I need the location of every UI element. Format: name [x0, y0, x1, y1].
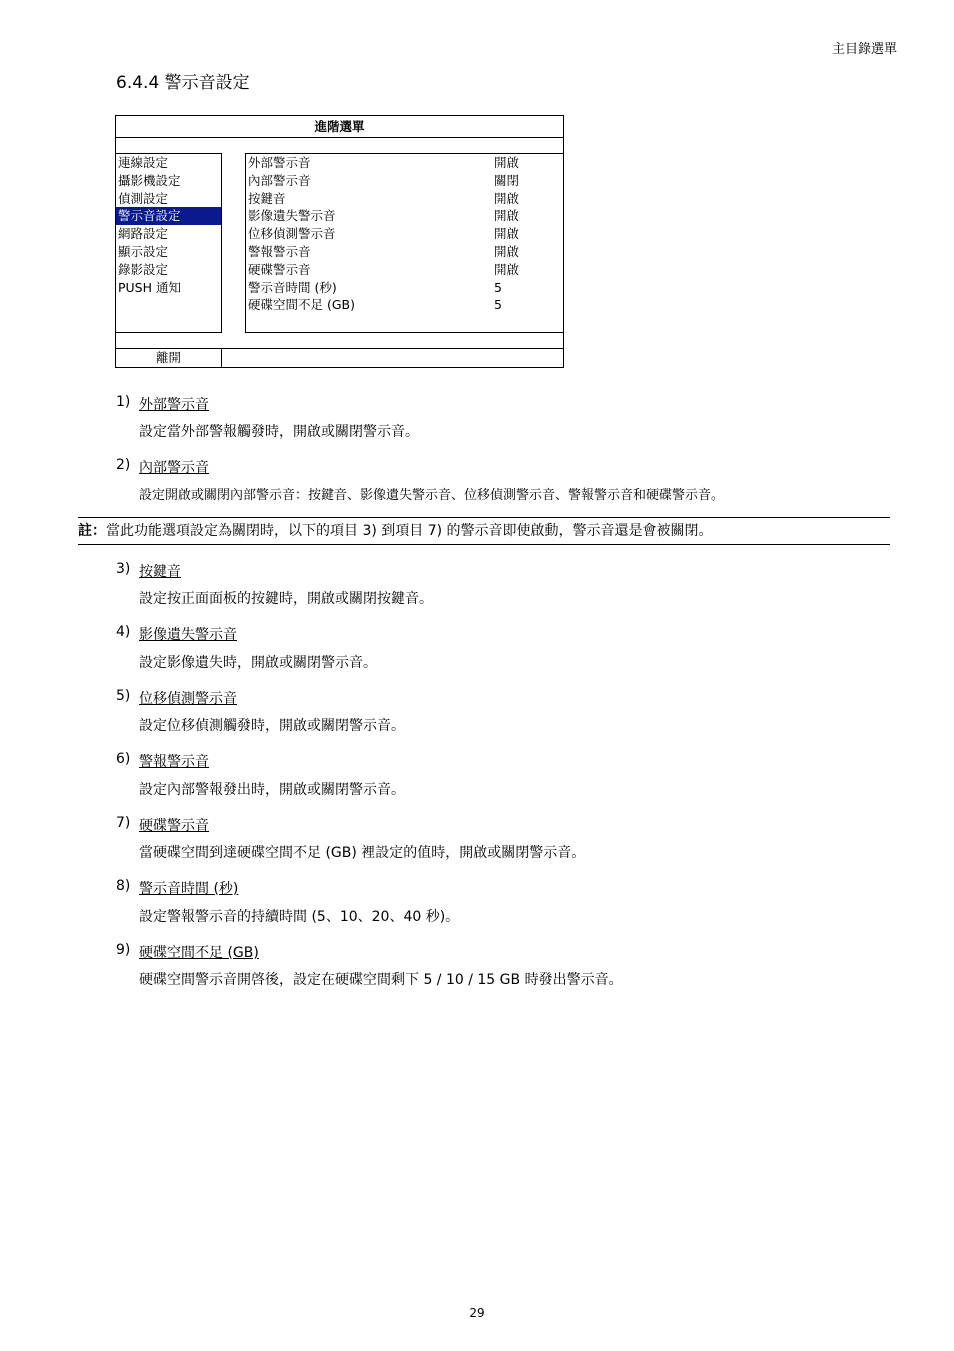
item-title: 外部警示音	[139, 397, 209, 413]
setting-label: 外部警示音	[248, 155, 311, 170]
setting-value: 開啟	[494, 190, 520, 206]
item-description: 硬碟空間警示音開啓後，設定在硬碟空間剩下 5 / 10 / 15 GB 時發出警示音。	[139, 972, 623, 988]
setting-label: 按鍵音	[248, 190, 286, 206]
item-number: 7)	[116, 815, 131, 831]
item-description: 設定開啟或關閉內部警示音：按鍵音、影像遺失警示音、位移偵測警示音、警報警示音和硬碟警示音。	[139, 488, 725, 503]
item-description: 設定當外部警報觸發時，開啟或關閉警示音。	[139, 424, 419, 440]
item-title: 警報警示音	[139, 754, 209, 770]
menu-setting-row[interactable]	[246, 172, 563, 190]
item-title: 影像遺失警示音	[139, 627, 237, 643]
menu-setting-row[interactable]	[246, 190, 563, 208]
item-title: 硬碟空間不足 (GB)	[139, 945, 259, 961]
menu-left-item[interactable]: 錄影設定	[118, 261, 169, 277]
setting-label: 警示音時間 (秒)	[248, 279, 337, 295]
setting-value: 開啟	[494, 261, 520, 277]
page-number: 29	[469, 1306, 485, 1320]
item-title: 警示音時間 (秒)	[139, 881, 239, 897]
item-number: 1)	[116, 394, 131, 410]
item-number: 9)	[116, 942, 131, 958]
menu-setting-row[interactable]	[246, 261, 563, 279]
item-title: 位移偵測警示音	[139, 691, 237, 707]
setting-value: 5	[494, 279, 502, 295]
setting-label: 影像遺失警示音	[248, 208, 336, 224]
menu-left-item-selected[interactable]: 警示音設定	[116, 207, 221, 225]
note-text: 當此功能選項設定為關閉時，以下的項目 3) 到項目 7) 的警示音即使啟動，警示音還是會被關閉。	[106, 523, 713, 539]
menu-left-item[interactable]: 攝影機設定	[118, 172, 181, 188]
item-description: 當硬碟空間到達硬碟空間不足 (GB) 裡設定的值時，開啟或關閉警示音。	[139, 845, 586, 861]
menu-setting-row[interactable]	[246, 243, 563, 261]
item-title: 硬碟警示音	[139, 818, 209, 834]
setting-label: 警報警示音	[248, 243, 311, 259]
section-title: 6.4.4 警示音設定	[116, 73, 250, 93]
menu-left-item[interactable]: 網路設定	[118, 226, 169, 242]
setting-label: 硬碟警示音	[248, 261, 311, 277]
item-number: 6)	[116, 751, 131, 767]
item-title: 按鍵音	[139, 564, 181, 580]
menu-setting-row[interactable]	[246, 154, 563, 172]
setting-value: 開啟	[494, 226, 520, 242]
menu-settings-list	[245, 153, 563, 333]
setting-value: 開啟	[494, 155, 520, 170]
item-description: 設定按正面面板的按鍵時，開啟或關閉按鍵音。	[139, 591, 433, 607]
item-number: 4)	[116, 624, 131, 640]
setting-value: 開啟	[494, 243, 520, 259]
setting-label: 內部警示音	[248, 172, 311, 188]
item-number: 5)	[116, 688, 131, 704]
item-number: 2)	[116, 457, 131, 473]
item-number: 3)	[116, 561, 131, 577]
setting-label: 位移偵測警示音	[248, 226, 336, 242]
note-label: 註：	[78, 523, 106, 539]
advanced-menu-figure	[115, 115, 564, 368]
setting-value: 關閉	[494, 172, 520, 188]
menu-left-item[interactable]: 偵測設定	[118, 190, 169, 206]
menu-setting-row[interactable]	[246, 225, 563, 243]
menu-setting-row[interactable]	[246, 279, 563, 297]
item-number: 8)	[116, 878, 131, 894]
setting-value: 5	[494, 297, 502, 313]
item-description: 設定內部警報發出時，開啟或關閉警示音。	[139, 782, 405, 798]
menu-left-item[interactable]: PUSH 通知	[118, 279, 181, 295]
item-title: 內部警示音	[139, 460, 209, 476]
note-box	[78, 517, 890, 545]
setting-value: 開啟	[494, 208, 520, 224]
menu-setting-row[interactable]	[246, 207, 563, 225]
setting-label: 硬碟空間不足 (GB)	[248, 297, 355, 313]
menu-title: 進階選單	[116, 116, 563, 138]
header-chapter-label: 主目錄選單	[831, 42, 897, 57]
menu-left-item[interactable]: 連線設定	[118, 155, 169, 170]
item-description: 設定警報警示音的持續時間 (5、10、20、40 秒)。	[139, 909, 460, 925]
menu-exit-button[interactable]: 離開	[116, 349, 222, 367]
menu-left-list	[116, 153, 222, 333]
menu-setting-row[interactable]	[246, 296, 563, 314]
menu-left-item[interactable]: 顯示設定	[118, 243, 169, 259]
item-description: 設定位移偵測觸發時，開啟或關閉警示音。	[139, 718, 405, 734]
item-description: 設定影像遺失時，開啟或關閉警示音。	[139, 655, 377, 671]
